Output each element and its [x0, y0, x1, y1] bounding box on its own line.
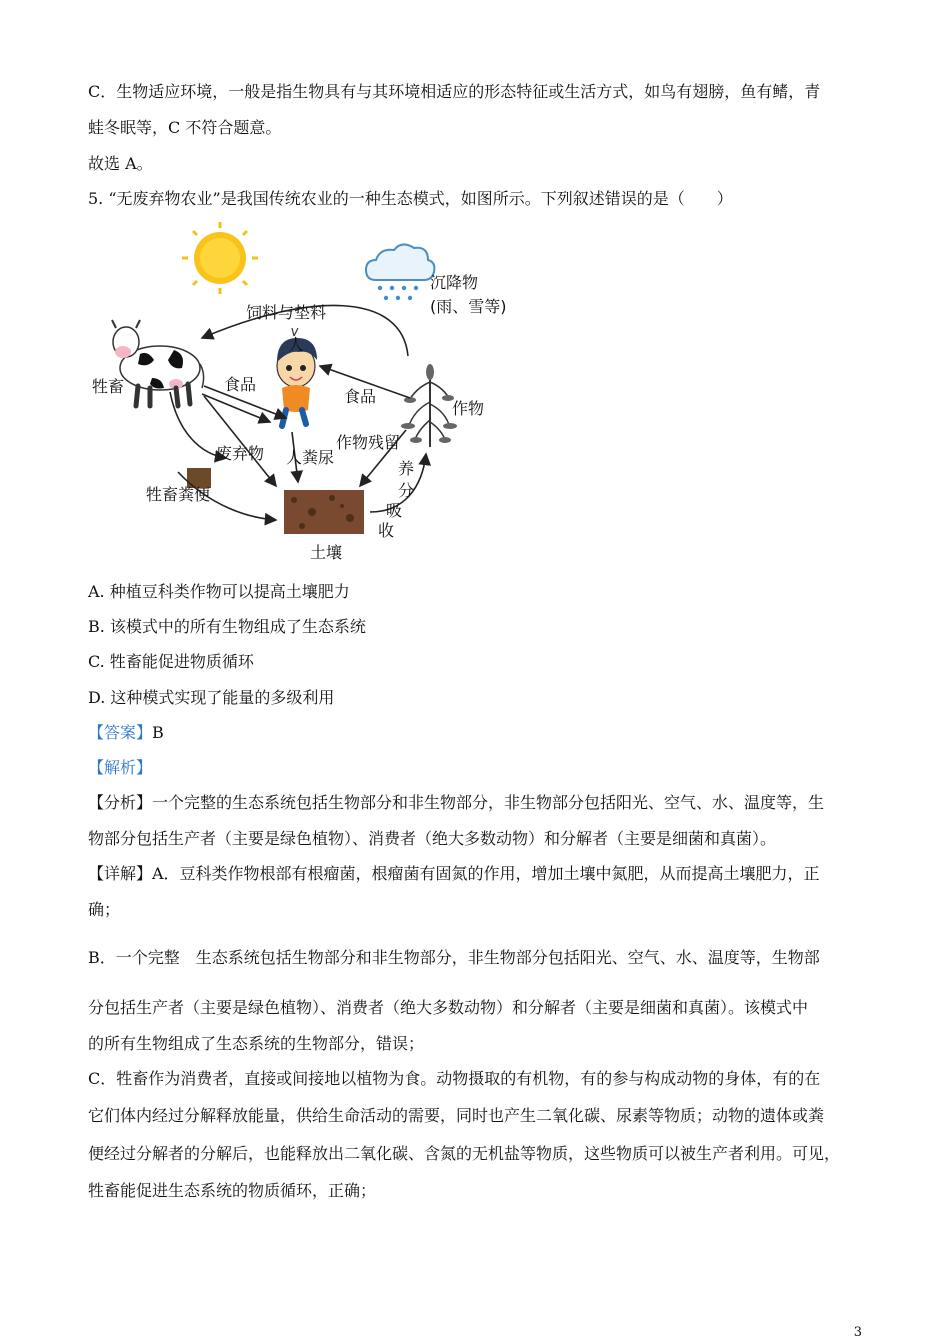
label-absorb-2: 分 [398, 481, 415, 500]
label-human-excrement: 人粪尿 [286, 448, 335, 467]
label-food-right: 食品 [344, 387, 377, 406]
text-line: 牲畜能促进生态系统的物质循环，正确； [88, 1181, 377, 1200]
crop-plant-icon [401, 364, 457, 447]
label-soil: 土壤 [310, 543, 343, 562]
text-line: 物部分包括生产者（主要是绿色植物）、消费者（绝大多数动物）和分解者（主要是细菌和真菌）。 [88, 829, 777, 848]
answer-value: B [152, 723, 164, 742]
label-precipitation-examples: (雨、雪等) [430, 297, 507, 316]
option-a: A. 种植豆科类作物可以提高土壤肥力 [88, 582, 350, 601]
answer-tag: 【答案】 [88, 723, 153, 742]
label-crop: 作物 [452, 399, 485, 418]
answer-line [88, 723, 164, 743]
label-absorb-4: 收 [378, 521, 395, 540]
sun-icon [182, 222, 258, 294]
label-waste: 废弃物 [216, 444, 265, 463]
option-b: B. 该模式中的所有生物组成了生态系统 [88, 617, 366, 636]
text-line: 故选 A。 [88, 154, 153, 173]
soil-image [284, 490, 364, 534]
label-livestock-manure: 牲畜粪便 [146, 485, 211, 504]
label-livestock: 牲畜 [92, 377, 125, 396]
page-number: 3 [853, 1325, 862, 1340]
label-person: 人 [288, 335, 305, 354]
text-line: 的所有生物组成了生态系统的生物部分，错误； [88, 1034, 425, 1053]
text-line: B．一个完整 生态系统包括生物部分和非生物部分，非生物部分包括阳光、空气、水、温度等，生物部 [88, 948, 820, 967]
question-5: 5. “无废弃物农业”是我国传统农业的一种生态模式，如图所示。下列叙述错误的是（ ） [88, 189, 733, 208]
cow-icon [112, 320, 204, 406]
option-d: D. 这种模式实现了能量的多级利用 [88, 688, 335, 707]
text-line: 【分析】一个完整的生态系统包括生物部分和非生物部分，非生物部分包括阳光、空气、水、温度等，生 [88, 793, 825, 812]
text-line: C．生物适应环境，一般是指生物具有与其环境相适应的形态特征或生活方式，如鸟有翅膀，鱼有鳍，青 [88, 82, 821, 101]
option-c: C. 牲畜能促进物质循环 [88, 652, 254, 671]
ecosystem-diagram [80, 222, 540, 567]
text-line: 确； [88, 900, 121, 919]
text-line: 便经过分解者的分解后，也能释放出二氧化碳、含氮的无机盐等物质，这些物质可以被生产者利用。可见， [88, 1144, 841, 1163]
label-absorb-3: 吸 [386, 501, 403, 520]
label-precipitation: 沉降物 [430, 273, 479, 292]
analysis-tag: 【解析】 [88, 758, 153, 777]
label-food-left: 食品 [224, 375, 257, 394]
text-line: 蛙冬眠等，C 不符合题意。 [88, 118, 282, 137]
text-line: 它们体内经过分解释放能量，供给生命活动的需要，同时也产生二氧化碳、尿素等物质；动物的遗体或粪 [88, 1106, 825, 1125]
label-crop-residue: 作物残留 [336, 433, 401, 452]
label-feed: 饲料与垫料 [246, 303, 327, 322]
rain-cloud-icon [366, 244, 434, 300]
text-line: 【详解】A．豆科类作物根部有根瘤菌，根瘤菌有固氮的作用，增加土壤中氮肥，从而提高土壤肥力，正 [88, 864, 820, 883]
label-absorb-1: 养 [398, 459, 415, 478]
text-line: C．牲畜作为消费者，直接或间接地以植物为食。动物摄取的有机物，有的参与构成动物的身体，有的在 [88, 1069, 821, 1088]
text-line: 分包括生产者（主要是绿色植物）、消费者（绝大多数动物）和分解者（主要是细菌和真菌）。该模式中 [88, 998, 809, 1017]
